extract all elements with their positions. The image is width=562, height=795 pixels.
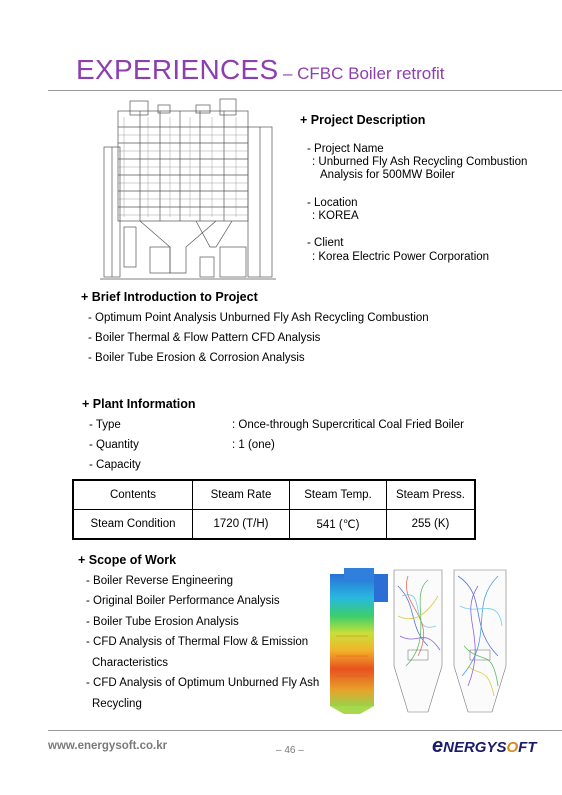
project-name-value-2: Analysis for 500MW Boiler [320, 169, 455, 181]
type-label: - Type [89, 419, 121, 431]
capacity-table [72, 479, 476, 540]
project-description-heading: + Project Description [300, 113, 426, 127]
scope-item: - CFD Analysis of Optimum Unburned Fly Ash [86, 677, 320, 689]
footer-url: www.energysoft.co.kr [48, 740, 168, 752]
page-number: – 46 – [276, 745, 304, 756]
footer-rule [48, 730, 562, 731]
cfd-streamline-image-2 [448, 566, 512, 716]
table-row [73, 510, 475, 540]
cfd-temperature-contour-image [322, 566, 392, 716]
brief-intro-item: - Boiler Thermal & Flow Pattern CFD Analysis [88, 332, 321, 344]
title-main: EXPERIENCES [76, 54, 279, 85]
boiler-drawing-image [100, 97, 276, 285]
table-cell: Steam Condition [73, 510, 193, 540]
project-name-label: - Project Name [307, 143, 384, 155]
table-cell: 255 (K) [387, 510, 476, 540]
title-sub: – CFBC Boiler retrofit [282, 64, 445, 83]
brief-intro-item: - Optimum Point Analysis Unburned Fly Ash Recycling Combustion [88, 312, 429, 324]
scope-item: - Original Boiler Performance Analysis [86, 595, 280, 607]
page-title [76, 54, 444, 86]
logo-e: e [432, 735, 444, 757]
logo-text-1: NERGYS [443, 739, 507, 756]
energysoft-logo [432, 735, 536, 758]
table-header-cell: Steam Press. [387, 480, 476, 510]
brief-intro-item: - Boiler Tube Erosion & Corrosion Analysis [88, 352, 305, 364]
plant-info-heading: + Plant Information [82, 397, 196, 411]
brief-intro-heading: + Brief Introduction to Project [81, 290, 258, 304]
scope-item: - CFD Analysis of Thermal Flow & Emission [86, 636, 309, 648]
cfd-streamline-image-1 [388, 566, 448, 716]
table-cell: 541 (℃) [290, 510, 387, 540]
table-header-cell: Contents [73, 480, 193, 510]
quantity-value: : 1 (one) [232, 439, 275, 451]
client-value: : Korea Electric Power Corporation [312, 251, 490, 263]
location-value: : KOREA [312, 210, 359, 222]
table-header-cell: Steam Temp. [290, 480, 387, 510]
logo-o: O [506, 739, 519, 756]
type-value: : Once-through Supercritical Coal Fried Boiler [232, 419, 465, 431]
client-label: - Client [307, 237, 344, 249]
logo-text-2: FT [518, 739, 537, 756]
project-name-value-1: : Unburned Fly Ash Recycling Combustion [312, 156, 528, 168]
scope-heading: + Scope of Work [78, 553, 177, 567]
scope-item-continuation: Recycling [92, 698, 142, 710]
title-rule [48, 90, 562, 91]
scope-item: - Boiler Tube Erosion Analysis [86, 616, 239, 628]
location-label: - Location [307, 197, 358, 209]
scope-item: - Boiler Reverse Engineering [86, 575, 234, 587]
capacity-label: - Capacity [89, 459, 141, 471]
table-cell: 1720 (T/H) [193, 510, 290, 540]
table-header-row [73, 480, 475, 510]
quantity-label: - Quantity [89, 439, 139, 451]
scope-item-continuation: Characteristics [92, 657, 169, 669]
table-header-cell: Steam Rate [193, 480, 290, 510]
